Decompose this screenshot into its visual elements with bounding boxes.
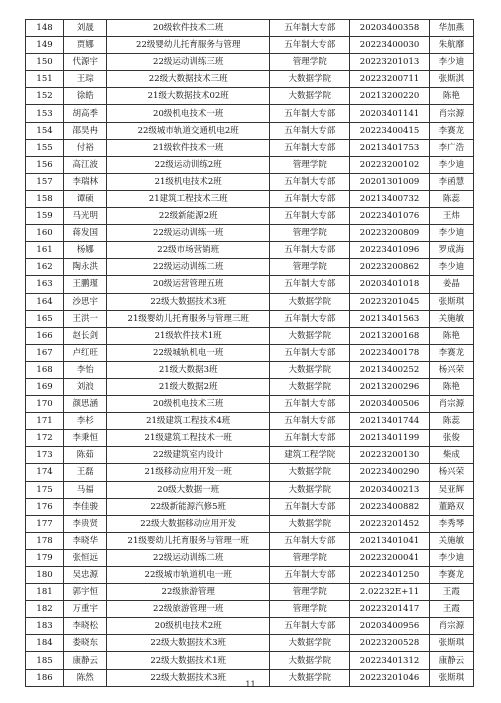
teacher-name-cell: 关施敏 — [429, 532, 473, 549]
department-cell: 大数据学院 — [270, 293, 350, 310]
department-cell: 五年制大专部 — [270, 413, 350, 430]
student-name-cell: 邵昊冉 — [64, 122, 107, 139]
teacher-name-cell: 李赛龙 — [429, 567, 473, 584]
teacher-name-cell: 李少迪 — [429, 259, 473, 276]
class-name-cell: 22级城市轨道交通机电2班 — [107, 122, 270, 139]
teacher-name-cell: 李广浩 — [429, 139, 473, 156]
class-name-cell: 22级运动训练一班 — [107, 225, 270, 242]
row-number-cell: 163 — [26, 276, 64, 293]
class-name-cell: 20级软件技术二班 — [107, 20, 270, 37]
table-row — [26, 481, 474, 498]
table-row — [26, 601, 474, 618]
teacher-name-cell: 肖宗源 — [429, 396, 473, 413]
student-name-cell: 李怡 — [64, 361, 107, 378]
student-id-cell: 20213401753 — [350, 139, 429, 156]
class-name-cell: 22级新能源2班 — [107, 208, 270, 225]
student-id-cell: 20213401744 — [350, 413, 429, 430]
department-cell: 五年制大专部 — [270, 276, 350, 293]
table-row — [26, 225, 474, 242]
student-name-cell: 刘浪 — [64, 378, 107, 395]
department-cell: 大数据学院 — [270, 464, 350, 481]
department-cell: 大数据学院 — [270, 361, 350, 378]
department-cell: 五年制大专部 — [270, 105, 350, 122]
student-id-cell: 20223400882 — [350, 498, 429, 515]
row-number-cell: 155 — [26, 139, 64, 156]
student-id-cell: 20223200809 — [350, 225, 429, 242]
table-row — [26, 208, 474, 225]
student-id-cell: 20223400030 — [350, 37, 429, 54]
student-name-cell: 李瑞林 — [64, 173, 107, 190]
teacher-name-cell: 李赛龙 — [429, 122, 473, 139]
department-cell: 管理学院 — [270, 225, 350, 242]
row-number-cell: 150 — [26, 54, 64, 71]
student-id-cell: 20223200041 — [350, 549, 429, 566]
row-number-cell: 160 — [26, 225, 64, 242]
class-name-cell: 22级大数据技术3班 — [107, 635, 270, 652]
table-row — [26, 139, 474, 156]
student-name-cell: 颜思涵 — [64, 396, 107, 413]
row-number-cell: 185 — [26, 652, 64, 669]
department-cell: 大数据学院 — [270, 652, 350, 669]
class-name-cell: 21级机电技术2班 — [107, 173, 270, 190]
table-row — [26, 584, 474, 601]
class-name-cell: 22级大数据移动应用开发 — [107, 515, 270, 532]
student-id-cell: 20213400252 — [350, 361, 429, 378]
class-name-cell: 22级运动训练二班 — [107, 549, 270, 566]
student-name-cell: 陈茹 — [64, 447, 107, 464]
class-name-cell: 21级大数据2班 — [107, 378, 270, 395]
class-name-cell: 22级城市轨道机电一班 — [107, 567, 270, 584]
student-name-cell: 娄晓东 — [64, 635, 107, 652]
class-name-cell: 22级大数据技术3班 — [107, 669, 270, 686]
class-name-cell: 20级大数据一班 — [107, 481, 270, 498]
student-name-cell: 陈然 — [64, 669, 107, 686]
department-cell: 五年制大专部 — [270, 618, 350, 635]
student-name-cell: 沙思宇 — [64, 293, 107, 310]
teacher-name-cell: 杨兴荣 — [429, 464, 473, 481]
class-name-cell: 22级市场营销班 — [107, 242, 270, 259]
department-cell: 管理学院 — [270, 601, 350, 618]
teacher-name-cell: 李函慧 — [429, 173, 473, 190]
table-row — [26, 156, 474, 173]
teacher-name-cell: 张斯琪 — [429, 635, 473, 652]
class-name-cell: 21级建筑工程技术4班 — [107, 413, 270, 430]
teacher-name-cell: 陈蕊 — [429, 190, 473, 207]
student-name-cell: 李贵贤 — [64, 515, 107, 532]
teacher-name-cell: 陈艳 — [429, 327, 473, 344]
teacher-name-cell: 张斯琪 — [429, 669, 473, 686]
department-cell: 五年制大专部 — [270, 173, 350, 190]
department-cell: 五年制大专部 — [270, 122, 350, 139]
student-id-cell: 20213200296 — [350, 378, 429, 395]
student-id-cell: 2.02232E+11 — [350, 584, 429, 601]
table-row — [26, 515, 474, 532]
student-name-cell: 蒋发国 — [64, 225, 107, 242]
teacher-name-cell: 陈蕊 — [429, 413, 473, 430]
table-row — [26, 618, 474, 635]
teacher-name-cell: 华加燕 — [429, 20, 473, 37]
teacher-name-cell: 李少迪 — [429, 225, 473, 242]
row-number-cell: 174 — [26, 464, 64, 481]
department-cell: 五年制大专部 — [270, 498, 350, 515]
row-number-cell: 184 — [26, 635, 64, 652]
student-id-cell: 20213401563 — [350, 310, 429, 327]
table-row — [26, 105, 474, 122]
student-name-cell: 康静云 — [64, 652, 107, 669]
table-row — [26, 259, 474, 276]
student-id-cell: 20223200102 — [350, 156, 429, 173]
class-name-cell: 21级建筑工程技术一班 — [107, 430, 270, 447]
row-number-cell: 169 — [26, 378, 64, 395]
class-name-cell: 22级城轨机电一班 — [107, 344, 270, 361]
student-name-cell: 马光明 — [64, 208, 107, 225]
roster-body — [26, 20, 474, 687]
teacher-name-cell: 张斯淇 — [429, 71, 473, 88]
student-id-cell: 20223200130 — [350, 447, 429, 464]
student-name-cell: 谭硕 — [64, 190, 107, 207]
class-name-cell: 21级大数据技术02班 — [107, 88, 270, 105]
department-cell: 管理学院 — [270, 259, 350, 276]
student-name-cell: 郭宇恒 — [64, 584, 107, 601]
student-name-cell: 高江波 — [64, 156, 107, 173]
teacher-name-cell: 张斯琪 — [429, 293, 473, 310]
student-id-cell: 20223400415 — [350, 122, 429, 139]
class-name-cell: 22级大数据技术1班 — [107, 652, 270, 669]
student-id-cell: 20223200528 — [350, 635, 429, 652]
department-cell: 五年制大专部 — [270, 37, 350, 54]
student-name-cell: 陶永洪 — [64, 259, 107, 276]
student-id-cell: 20223400290 — [350, 464, 429, 481]
row-number-cell: 154 — [26, 122, 64, 139]
student-name-cell: 胡高季 — [64, 105, 107, 122]
class-name-cell: 21级软件技术一班 — [107, 139, 270, 156]
table-row — [26, 498, 474, 515]
row-number-cell: 162 — [26, 259, 64, 276]
student-name-cell: 李杉 — [64, 413, 107, 430]
student-name-cell: 王磊 — [64, 464, 107, 481]
student-name-cell: 刘晟 — [64, 20, 107, 37]
teacher-name-cell: 康静云 — [429, 652, 473, 669]
student-name-cell: 代源宇 — [64, 54, 107, 71]
row-number-cell: 158 — [26, 190, 64, 207]
table-row — [26, 71, 474, 88]
row-number-cell: 153 — [26, 105, 64, 122]
teacher-name-cell: 王霞 — [429, 601, 473, 618]
row-number-cell: 157 — [26, 173, 64, 190]
student-id-cell: 20223200711 — [350, 71, 429, 88]
student-name-cell: 王洪一 — [64, 310, 107, 327]
table-row — [26, 327, 474, 344]
table-row — [26, 413, 474, 430]
student-name-cell: 卢红旺 — [64, 344, 107, 361]
table-row — [26, 122, 474, 139]
class-name-cell: 21级软件技术1班 — [107, 327, 270, 344]
student-name-cell: 马福 — [64, 481, 107, 498]
class-name-cell: 21建筑工程技术三班 — [107, 190, 270, 207]
row-number-cell: 161 — [26, 242, 64, 259]
department-cell: 大数据学院 — [270, 71, 350, 88]
student-id-cell: 20213401199 — [350, 430, 429, 447]
class-name-cell: 21级婴幼儿托育服务与管理三班 — [107, 310, 270, 327]
row-number-cell: 168 — [26, 361, 64, 378]
department-cell: 大数据学院 — [270, 378, 350, 395]
table-row — [26, 447, 474, 464]
table-row — [26, 652, 474, 669]
teacher-name-cell: 王霞 — [429, 584, 473, 601]
student-name-cell: 李佳骏 — [64, 498, 107, 515]
row-number-cell: 181 — [26, 584, 64, 601]
table-row — [26, 88, 474, 105]
class-name-cell: 22级运动训练三班 — [107, 54, 270, 71]
department-cell: 大数据学院 — [270, 515, 350, 532]
class-name-cell: 21级大数据3班 — [107, 361, 270, 378]
table-row — [26, 361, 474, 378]
teacher-name-cell: 李少迪 — [429, 549, 473, 566]
class-name-cell: 20级机电技术三班 — [107, 396, 270, 413]
row-number-cell: 182 — [26, 601, 64, 618]
department-cell: 五年制大专部 — [270, 208, 350, 225]
student-name-cell: 张恒远 — [64, 549, 107, 566]
department-cell: 五年制大专部 — [270, 567, 350, 584]
class-name-cell: 22级旅游管理一班 — [107, 601, 270, 618]
department-cell: 五年制大专部 — [270, 190, 350, 207]
table-row — [26, 464, 474, 481]
department-cell: 五年制大专部 — [270, 430, 350, 447]
student-id-cell: 20213401041 — [350, 532, 429, 549]
class-name-cell: 22级旅游管理 — [107, 584, 270, 601]
row-number-cell: 149 — [26, 37, 64, 54]
student-id-cell: 20203401018 — [350, 276, 429, 293]
row-number-cell: 170 — [26, 396, 64, 413]
teacher-name-cell: 肖宗源 — [429, 105, 473, 122]
row-number-cell: 152 — [26, 88, 64, 105]
student-id-cell: 20223401076 — [350, 208, 429, 225]
table-row — [26, 344, 474, 361]
class-name-cell: 22级大数据技术三班 — [107, 71, 270, 88]
department-cell: 大数据学院 — [270, 635, 350, 652]
student-id-cell: 20203400506 — [350, 396, 429, 413]
table-row — [26, 310, 474, 327]
table-row — [26, 173, 474, 190]
class-name-cell: 22级大数据技术3班 — [107, 293, 270, 310]
table-row — [26, 276, 474, 293]
class-name-cell: 20级机电技术2班 — [107, 618, 270, 635]
row-number-cell: 180 — [26, 567, 64, 584]
class-name-cell: 20级运营管理五班 — [107, 276, 270, 293]
department-cell: 管理学院 — [270, 156, 350, 173]
page-number: 11 — [245, 680, 256, 689]
student-name-cell: 杨娜 — [64, 242, 107, 259]
student-id-cell: 20223201046 — [350, 669, 429, 686]
teacher-name-cell: 李少迪 — [429, 54, 473, 71]
department-cell: 建筑工程学院 — [270, 447, 350, 464]
class-name-cell: 22级婴幼儿托育服务与管理 — [107, 37, 270, 54]
student-name-cell: 吴忠源 — [64, 567, 107, 584]
department-cell: 管理学院 — [270, 584, 350, 601]
student-name-cell: 李秉恒 — [64, 430, 107, 447]
table-row — [26, 293, 474, 310]
department-cell: 五年制大专部 — [270, 396, 350, 413]
teacher-name-cell: 李秀琴 — [429, 515, 473, 532]
student-id-cell: 20201301009 — [350, 173, 429, 190]
table-row — [26, 378, 474, 395]
student-id-cell: 20223401312 — [350, 652, 429, 669]
teacher-name-cell: 杨兴荣 — [429, 361, 473, 378]
row-number-cell: 179 — [26, 549, 64, 566]
student-name-cell: 付裕 — [64, 139, 107, 156]
student-name-cell: 徐皓 — [64, 88, 107, 105]
row-number-cell: 175 — [26, 481, 64, 498]
table-row — [26, 242, 474, 259]
row-number-cell: 165 — [26, 310, 64, 327]
teacher-name-cell: 陈艳 — [429, 378, 473, 395]
table-row — [26, 20, 474, 37]
department-cell: 大数据学院 — [270, 481, 350, 498]
student-name-cell: 王鹏瑾 — [64, 276, 107, 293]
row-number-cell: 176 — [26, 498, 64, 515]
student-id-cell: 20213200220 — [350, 88, 429, 105]
student-name-cell: 赵长剑 — [64, 327, 107, 344]
student-id-cell: 20203400213 — [350, 481, 429, 498]
table-row — [26, 396, 474, 413]
department-cell: 管理学院 — [270, 549, 350, 566]
class-name-cell: 21级婴幼儿托育服务与管理一班 — [107, 532, 270, 549]
teacher-name-cell: 李赛龙 — [429, 344, 473, 361]
table-row — [26, 430, 474, 447]
department-cell: 五年制大专部 — [270, 310, 350, 327]
table-row — [26, 549, 474, 566]
row-number-cell: 177 — [26, 515, 64, 532]
student-id-cell: 20223201013 — [350, 54, 429, 71]
student-id-cell: 20203400358 — [350, 20, 429, 37]
student-id-cell: 20223200862 — [350, 259, 429, 276]
class-name-cell: 22级建筑室内设计 — [107, 447, 270, 464]
student-id-cell: 20223401096 — [350, 242, 429, 259]
teacher-name-cell: 张俊 — [429, 430, 473, 447]
table-row — [26, 635, 474, 652]
row-number-cell: 148 — [26, 20, 64, 37]
student-id-cell: 20223401250 — [350, 567, 429, 584]
row-number-cell: 166 — [26, 327, 64, 344]
teacher-name-cell: 肖宗源 — [429, 618, 473, 635]
student-name-cell: 李晓松 — [64, 618, 107, 635]
student-id-cell: 20213200168 — [350, 327, 429, 344]
table-row — [26, 37, 474, 54]
row-number-cell: 186 — [26, 669, 64, 686]
row-number-cell: 183 — [26, 618, 64, 635]
student-name-cell: 万重宇 — [64, 601, 107, 618]
department-cell: 五年制大专部 — [270, 20, 350, 37]
teacher-name-cell: 吴亚辉 — [429, 481, 473, 498]
row-number-cell: 156 — [26, 156, 64, 173]
teacher-name-cell: 姜晶 — [429, 276, 473, 293]
class-name-cell: 22级运动训练二班 — [107, 259, 270, 276]
student-name-cell: 王琮 — [64, 71, 107, 88]
department-cell: 管理学院 — [270, 54, 350, 71]
student-roster-table — [25, 19, 474, 687]
row-number-cell: 172 — [26, 430, 64, 447]
table-row — [26, 54, 474, 71]
row-number-cell: 178 — [26, 532, 64, 549]
teacher-name-cell: 董路双 — [429, 498, 473, 515]
department-cell: 大数据学院 — [270, 669, 350, 686]
student-id-cell: 20213400732 — [350, 190, 429, 207]
class-name-cell: 22级新能源汽修5班 — [107, 498, 270, 515]
student-id-cell: 20203400956 — [350, 618, 429, 635]
teacher-name-cell: 李少迪 — [429, 156, 473, 173]
teacher-name-cell: 王炜 — [429, 208, 473, 225]
class-name-cell: 22级运动训练2班 — [107, 156, 270, 173]
student-id-cell: 20223201452 — [350, 515, 429, 532]
department-cell: 五年制大专部 — [270, 242, 350, 259]
row-number-cell: 159 — [26, 208, 64, 225]
student-id-cell: 20223201045 — [350, 293, 429, 310]
row-number-cell: 171 — [26, 413, 64, 430]
row-number-cell: 164 — [26, 293, 64, 310]
department-cell: 大数据学院 — [270, 327, 350, 344]
student-name-cell: 李晓华 — [64, 532, 107, 549]
student-id-cell: 20223400178 — [350, 344, 429, 361]
department-cell: 五年制大专部 — [270, 344, 350, 361]
department-cell: 大数据学院 — [270, 88, 350, 105]
row-number-cell: 173 — [26, 447, 64, 464]
teacher-name-cell: 罗成海 — [429, 242, 473, 259]
student-id-cell: 20203401141 — [350, 105, 429, 122]
student-name-cell: 贾娜 — [64, 37, 107, 54]
class-name-cell: 21级移动应用开发一班 — [107, 464, 270, 481]
department-cell: 五年制大专部 — [270, 139, 350, 156]
student-id-cell: 20223201417 — [350, 601, 429, 618]
class-name-cell: 20级机电技术一班 — [107, 105, 270, 122]
row-number-cell: 151 — [26, 71, 64, 88]
department-cell: 五年制大专部 — [270, 532, 350, 549]
table-row — [26, 567, 474, 584]
row-number-cell: 167 — [26, 344, 64, 361]
teacher-name-cell: 陈艳 — [429, 88, 473, 105]
table-row — [26, 532, 474, 549]
table-row — [26, 190, 474, 207]
teacher-name-cell: 关施敏 — [429, 310, 473, 327]
teacher-name-cell: 柴成 — [429, 447, 473, 464]
teacher-name-cell: 朱航靡 — [429, 37, 473, 54]
